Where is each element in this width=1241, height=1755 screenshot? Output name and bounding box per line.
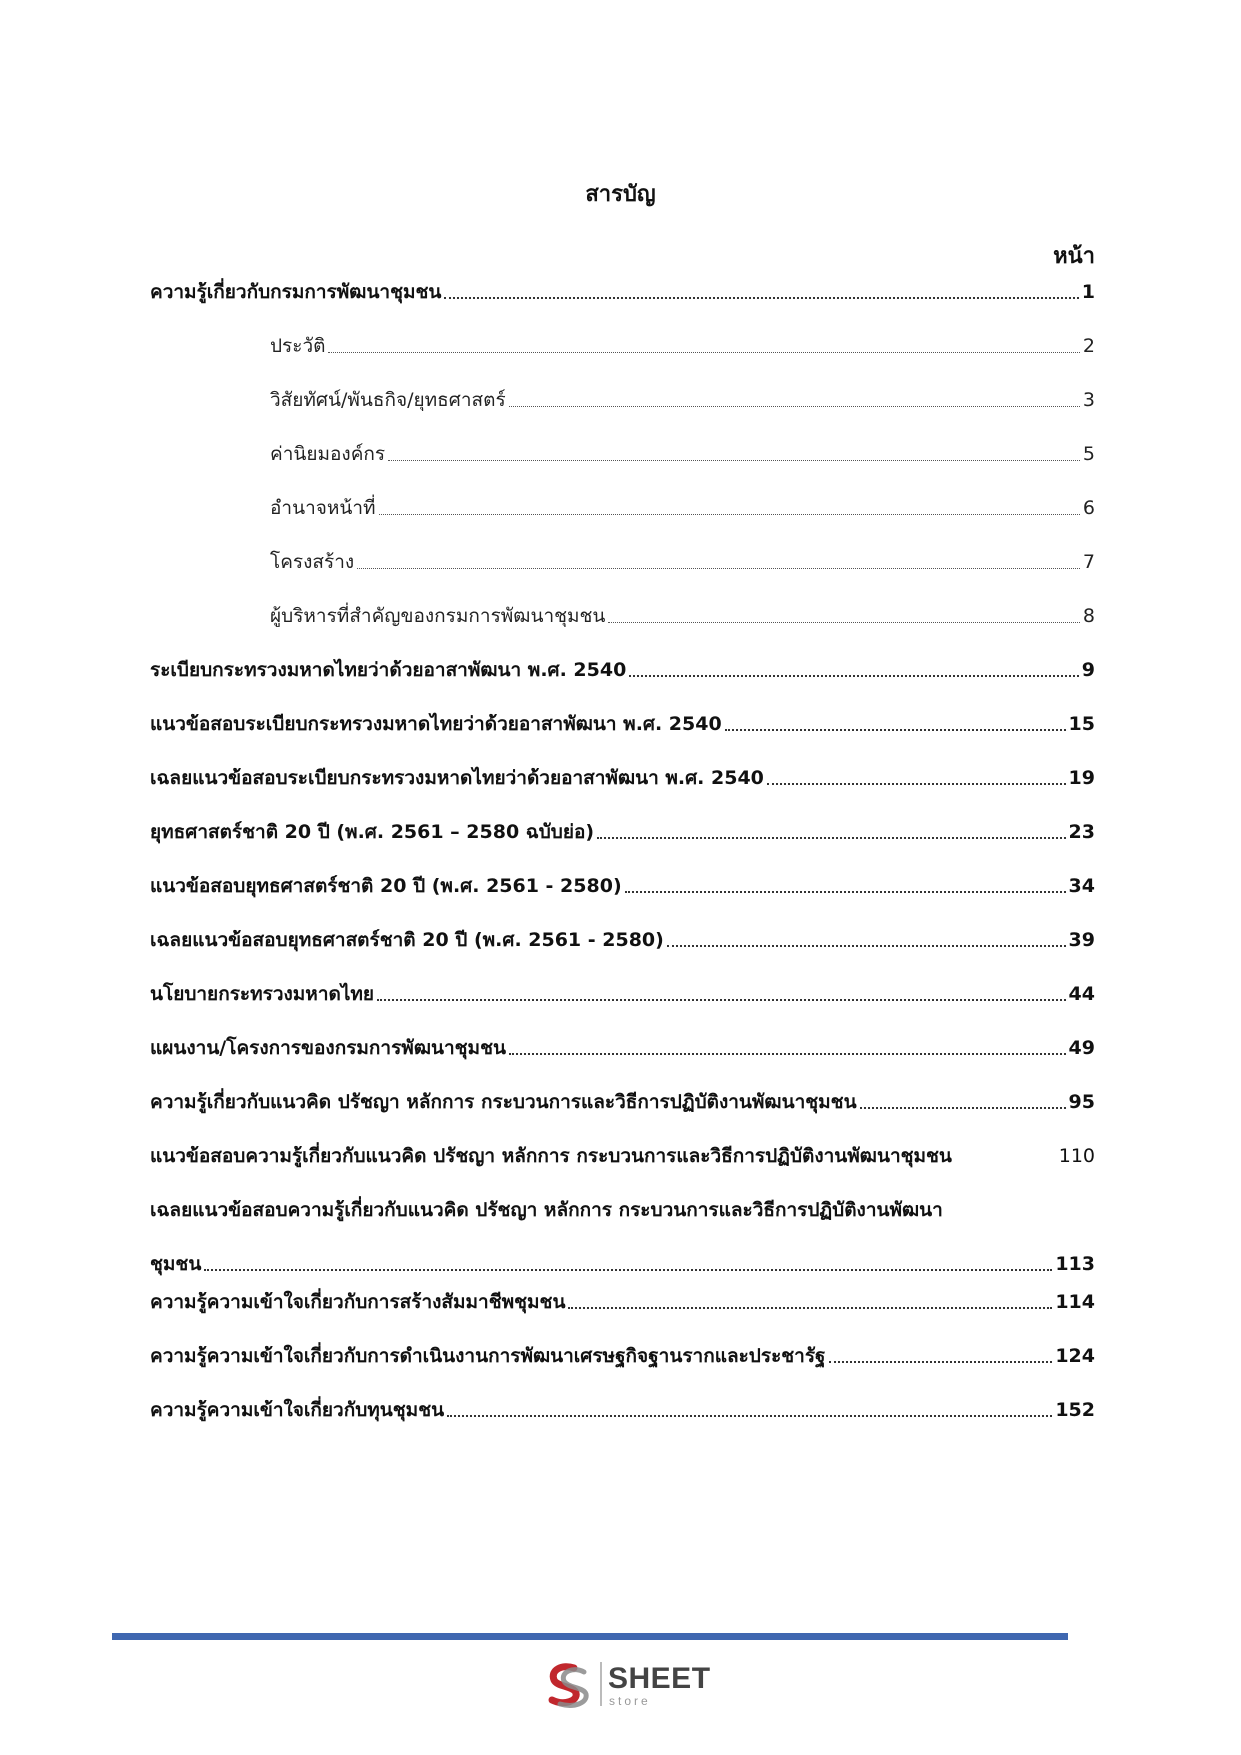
toc-entry-text: เฉลยแนวข้อสอบความรู้เกี่ยวกับแนวคิด ปรัชญา หลักการ กระบวนการและวิธีการปฏิบัติงานพัฒนา <box>150 1199 943 1221</box>
brand-name: SHEET <box>608 1662 711 1695</box>
toc-leader-dots <box>204 1269 1052 1271</box>
toc-entry-text: ความรู้ความเข้าใจเกี่ยวกับทุนชุมชน <box>150 1399 445 1421</box>
toc-entry[interactable] <box>270 440 1095 468</box>
toc-entry[interactable] <box>150 980 1095 1008</box>
toc-leader-dots <box>328 352 1079 353</box>
toc-page-number: 113 <box>1055 1253 1095 1275</box>
toc-entry[interactable] <box>150 710 1095 738</box>
toc-leader-dots <box>444 297 1078 299</box>
toc-leader-dots <box>447 1415 1052 1417</box>
toc-leader-dots <box>608 622 1079 623</box>
toc-leader-dots <box>597 837 1065 839</box>
toc-entry-text-continued: ชุมชน <box>150 1253 202 1275</box>
toc-leader-dots <box>625 891 1066 893</box>
toc-page-number: 5 <box>1082 443 1095 465</box>
toc-leader-dots <box>509 406 1080 407</box>
toc-entry-text: ความรู้ความเข้าใจเกี่ยวกับการดำเนินงานการพัฒนาเศรษฐกิจฐานรากและประชารัฐ <box>150 1345 826 1367</box>
toc-page-number: 7 <box>1082 551 1095 573</box>
toc-entry-text: แผนงาน/โครงการของกรมการพัฒนาชุมชน <box>150 1037 506 1059</box>
toc-entry[interactable] <box>150 1142 1095 1170</box>
toc-page-number: 124 <box>1055 1345 1095 1367</box>
toc-page-number: 152 <box>1055 1399 1095 1421</box>
toc-entry[interactable] <box>150 1396 1095 1424</box>
toc-leader-dots <box>767 783 1066 785</box>
toc-entry[interactable] <box>150 1342 1095 1370</box>
toc-entry[interactable] <box>270 386 1095 414</box>
brand-sub: store <box>609 1694 651 1708</box>
toc-entry[interactable] <box>150 1288 1095 1316</box>
toc-leader-dots <box>377 999 1065 1001</box>
toc-entry[interactable] <box>150 1034 1095 1062</box>
toc-page-number: 23 <box>1068 821 1095 843</box>
toc-leader-dots <box>568 1307 1052 1309</box>
toc-entry[interactable] <box>150 1088 1095 1116</box>
toc-entry[interactable] <box>150 278 1095 306</box>
toc-entry-text: โครงสร้าง <box>270 551 355 573</box>
toc-leader-dots <box>860 1107 1066 1109</box>
toc-page-number: 3 <box>1082 389 1095 411</box>
toc-page-number: 15 <box>1068 713 1095 735</box>
page-column-header: หน้า <box>1053 244 1095 269</box>
toc-leader-dots <box>357 568 1080 569</box>
toc-entry-text: เฉลยแนวข้อสอบระเบียบกระทรวงมหาดไทยว่าด้วยอาสาพัฒนา พ.ศ. 2540 <box>150 767 764 789</box>
toc-page-number: 110 <box>1058 1145 1095 1167</box>
toc-page-number: 34 <box>1068 875 1095 897</box>
toc-page-number: 44 <box>1068 983 1095 1005</box>
logo-divider <box>600 1662 602 1706</box>
toc-page-number: 114 <box>1055 1291 1095 1313</box>
toc-page-number: 9 <box>1081 659 1095 681</box>
toc-entry[interactable] <box>150 764 1095 792</box>
toc-entry-text: ค่านิยมองค์กร <box>270 443 386 465</box>
toc-page-number: 95 <box>1068 1091 1095 1113</box>
toc-entry-text: ความรู้เกี่ยวกับกรมการพัฒนาชุมชน <box>150 281 442 303</box>
toc-entry[interactable] <box>150 1196 1095 1280</box>
toc-entry-text: แนวข้อสอบความรู้เกี่ยวกับแนวคิด ปรัชญา หลักการ กระบวนการและวิธีการปฏิบัติงานพัฒนาชุมชน <box>150 1145 952 1167</box>
toc-entry-text: ผู้บริหารที่สำคัญของกรมการพัฒนาชุมชน <box>270 605 606 627</box>
toc-entry[interactable] <box>150 872 1095 900</box>
toc-entry-text: ระเบียบกระทรวงมหาดไทยว่าด้วยอาสาพัฒนา พ.ศ. 2540 <box>150 659 627 681</box>
footer-divider <box>112 1633 1068 1640</box>
toc-leader-dots <box>379 514 1080 515</box>
toc-leader-dots <box>667 945 1066 947</box>
toc-page-number: 6 <box>1082 497 1095 519</box>
toc-page-number: 8 <box>1082 605 1095 627</box>
toc-entry-text: แนวข้อสอบยุทธศาสตร์ชาติ 20 ปี (พ.ศ. 2561 - 2580) <box>150 875 622 897</box>
toc-page-number: 49 <box>1068 1037 1095 1059</box>
toc-entry[interactable] <box>270 548 1095 576</box>
toc-entry-text: วิสัยทัศน์/พันธกิจ/ยุทธศาสตร์ <box>270 389 506 411</box>
toc-leader-dots <box>725 729 1066 731</box>
toc-entry-text: เฉลยแนวข้อสอบยุทธศาสตร์ชาติ 20 ปี (พ.ศ. 2561 - 2580) <box>150 929 664 951</box>
toc-entry[interactable] <box>150 818 1095 846</box>
toc-entry-text: นโยบายกระทรวงมหาดไทย <box>150 983 375 1005</box>
toc-page-number: 19 <box>1068 767 1095 789</box>
toc-leader-dots <box>829 1361 1053 1363</box>
toc-entry-text: แนวข้อสอบระเบียบกระทรวงมหาดไทยว่าด้วยอาสาพัฒนา พ.ศ. 2540 <box>150 713 722 735</box>
toc-entry-text: ประวัติ <box>270 335 326 357</box>
toc-entry-text: ความรู้เกี่ยวกับแนวคิด ปรัชญา หลักการ กระบวนการและวิธีการปฏิบัติงานพัฒนาชุมชน <box>150 1091 857 1113</box>
toc-entry-text: อำนาจหน้าที่ <box>270 497 376 519</box>
toc-entry-text: ความรู้ความเข้าใจเกี่ยวกับการสร้างสัมมาชีพชุมชน <box>150 1291 566 1313</box>
toc-leader-dots <box>388 460 1080 461</box>
toc-page-number: 2 <box>1082 335 1095 357</box>
toc-leader-dots <box>509 1053 1066 1055</box>
page-title: สารบัญ <box>585 182 656 207</box>
toc-page-number: 1 <box>1081 281 1095 303</box>
toc-page-number: 39 <box>1068 929 1095 951</box>
toc-entry[interactable] <box>270 602 1095 630</box>
toc-entry[interactable] <box>270 332 1095 360</box>
toc-entry[interactable] <box>150 656 1095 684</box>
toc-entry-text: ยุทธศาสตร์ชาติ 20 ปี (พ.ศ. 2561 – 2580 ฉบับย่อ) <box>150 821 595 843</box>
toc-entry[interactable] <box>270 494 1095 522</box>
toc-leader-dots <box>629 675 1078 677</box>
toc-entry[interactable] <box>150 926 1095 954</box>
